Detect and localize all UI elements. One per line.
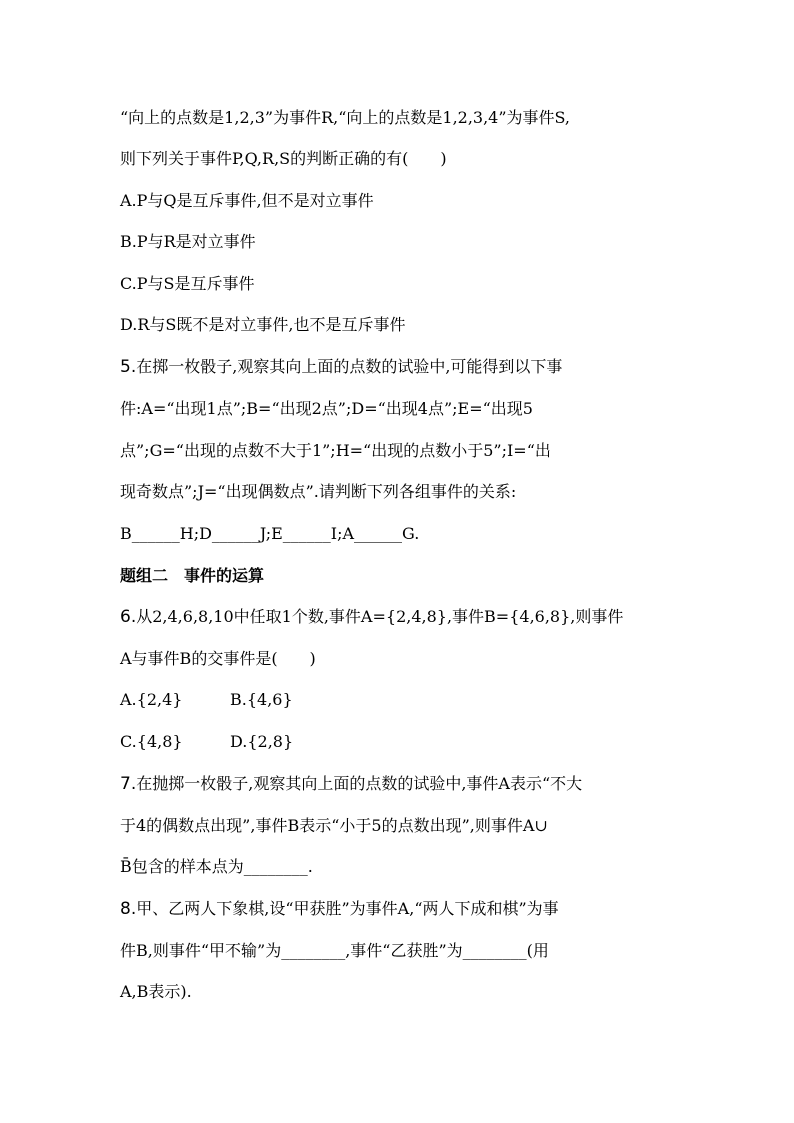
q4-option-b: B.P与R是对立事件	[120, 232, 256, 251]
q4-option-c: C.P与S是互斥事件	[120, 274, 255, 293]
q6-line-1	[120, 606, 623, 628]
q6-option-c: C.{4,8}	[120, 732, 183, 751]
q6-option-b: B.{4,6}	[230, 690, 293, 709]
q8-text-1: 甲、乙两人下象棋,设“甲获胜”为事件A,“两人下成和棋”为事	[136, 899, 559, 918]
section-heading: 题组二 事件的运算	[120, 566, 265, 585]
q8-line-3: A,B表示).	[120, 982, 192, 1001]
q6-options-row-1	[120, 689, 293, 711]
q6-options-row-2	[120, 731, 294, 753]
q5-line-4: 现奇数点”;J=“出现偶数点”.请判断下列各组事件的关系:	[120, 482, 517, 501]
q7-line-3: B̄包含的样本点为________.	[120, 857, 313, 876]
q6-line-2: A与事件B的交事件是( )	[120, 649, 316, 668]
q6-option-d: D.{2,8}	[230, 732, 294, 751]
q5-answer-blanks: B______H;D______J;E______I;A______G.	[120, 524, 420, 543]
q7-text-1: 在抛掷一枚骰子,观察其向上面的点数的试验中,事件A表示“不大	[136, 774, 583, 793]
q4-option-d: D.R与S既不是对立事件,也不是互斥事件	[120, 315, 406, 334]
q4-text-line-2: 则下列关于事件P,Q,R,S的判断正确的有( )	[120, 149, 447, 168]
q7-line-1	[120, 773, 582, 795]
q7-line-2: 于4的偶数点出现”,事件B表示“小于5的点数出现”,则事件A∪	[120, 816, 548, 835]
q5-line-1	[120, 356, 562, 378]
q5-text-1: 在掷一枚骰子,观察其向上面的点数的试验中,可能得到以下事	[136, 357, 563, 376]
q6-option-a: A.{2,4}	[120, 690, 183, 709]
q8-number: 8.	[120, 899, 137, 919]
q5-line-2: 件:A=“出现1点”;B=“出现2点”;D=“出现4点”;E=“出现5	[120, 399, 533, 418]
q7-number: 7.	[120, 774, 137, 794]
q8-line-1	[120, 898, 559, 920]
q6-number: 6.	[120, 607, 137, 627]
q4-text-line-1: “向上的点数是1,2,3”为事件R,“向上的点数是1,2,3,4”为事件S,	[120, 108, 571, 127]
q4-option-a: A.P与Q是互斥事件,但不是对立事件	[120, 191, 374, 210]
q6-text-1: 从2,4,6,8,10中任取1个数,事件A={2,4,8},事件B={4,6,8},则事件	[136, 607, 624, 626]
q5-number: 5.	[120, 357, 137, 377]
q5-line-3: 点”;G=“出现的点数不大于1”;H=“出现的点数小于5”;I=“出	[120, 441, 551, 460]
q8-line-2: 件B,则事件“甲不输”为________,事件“乙获胜”为________(用	[120, 941, 549, 960]
